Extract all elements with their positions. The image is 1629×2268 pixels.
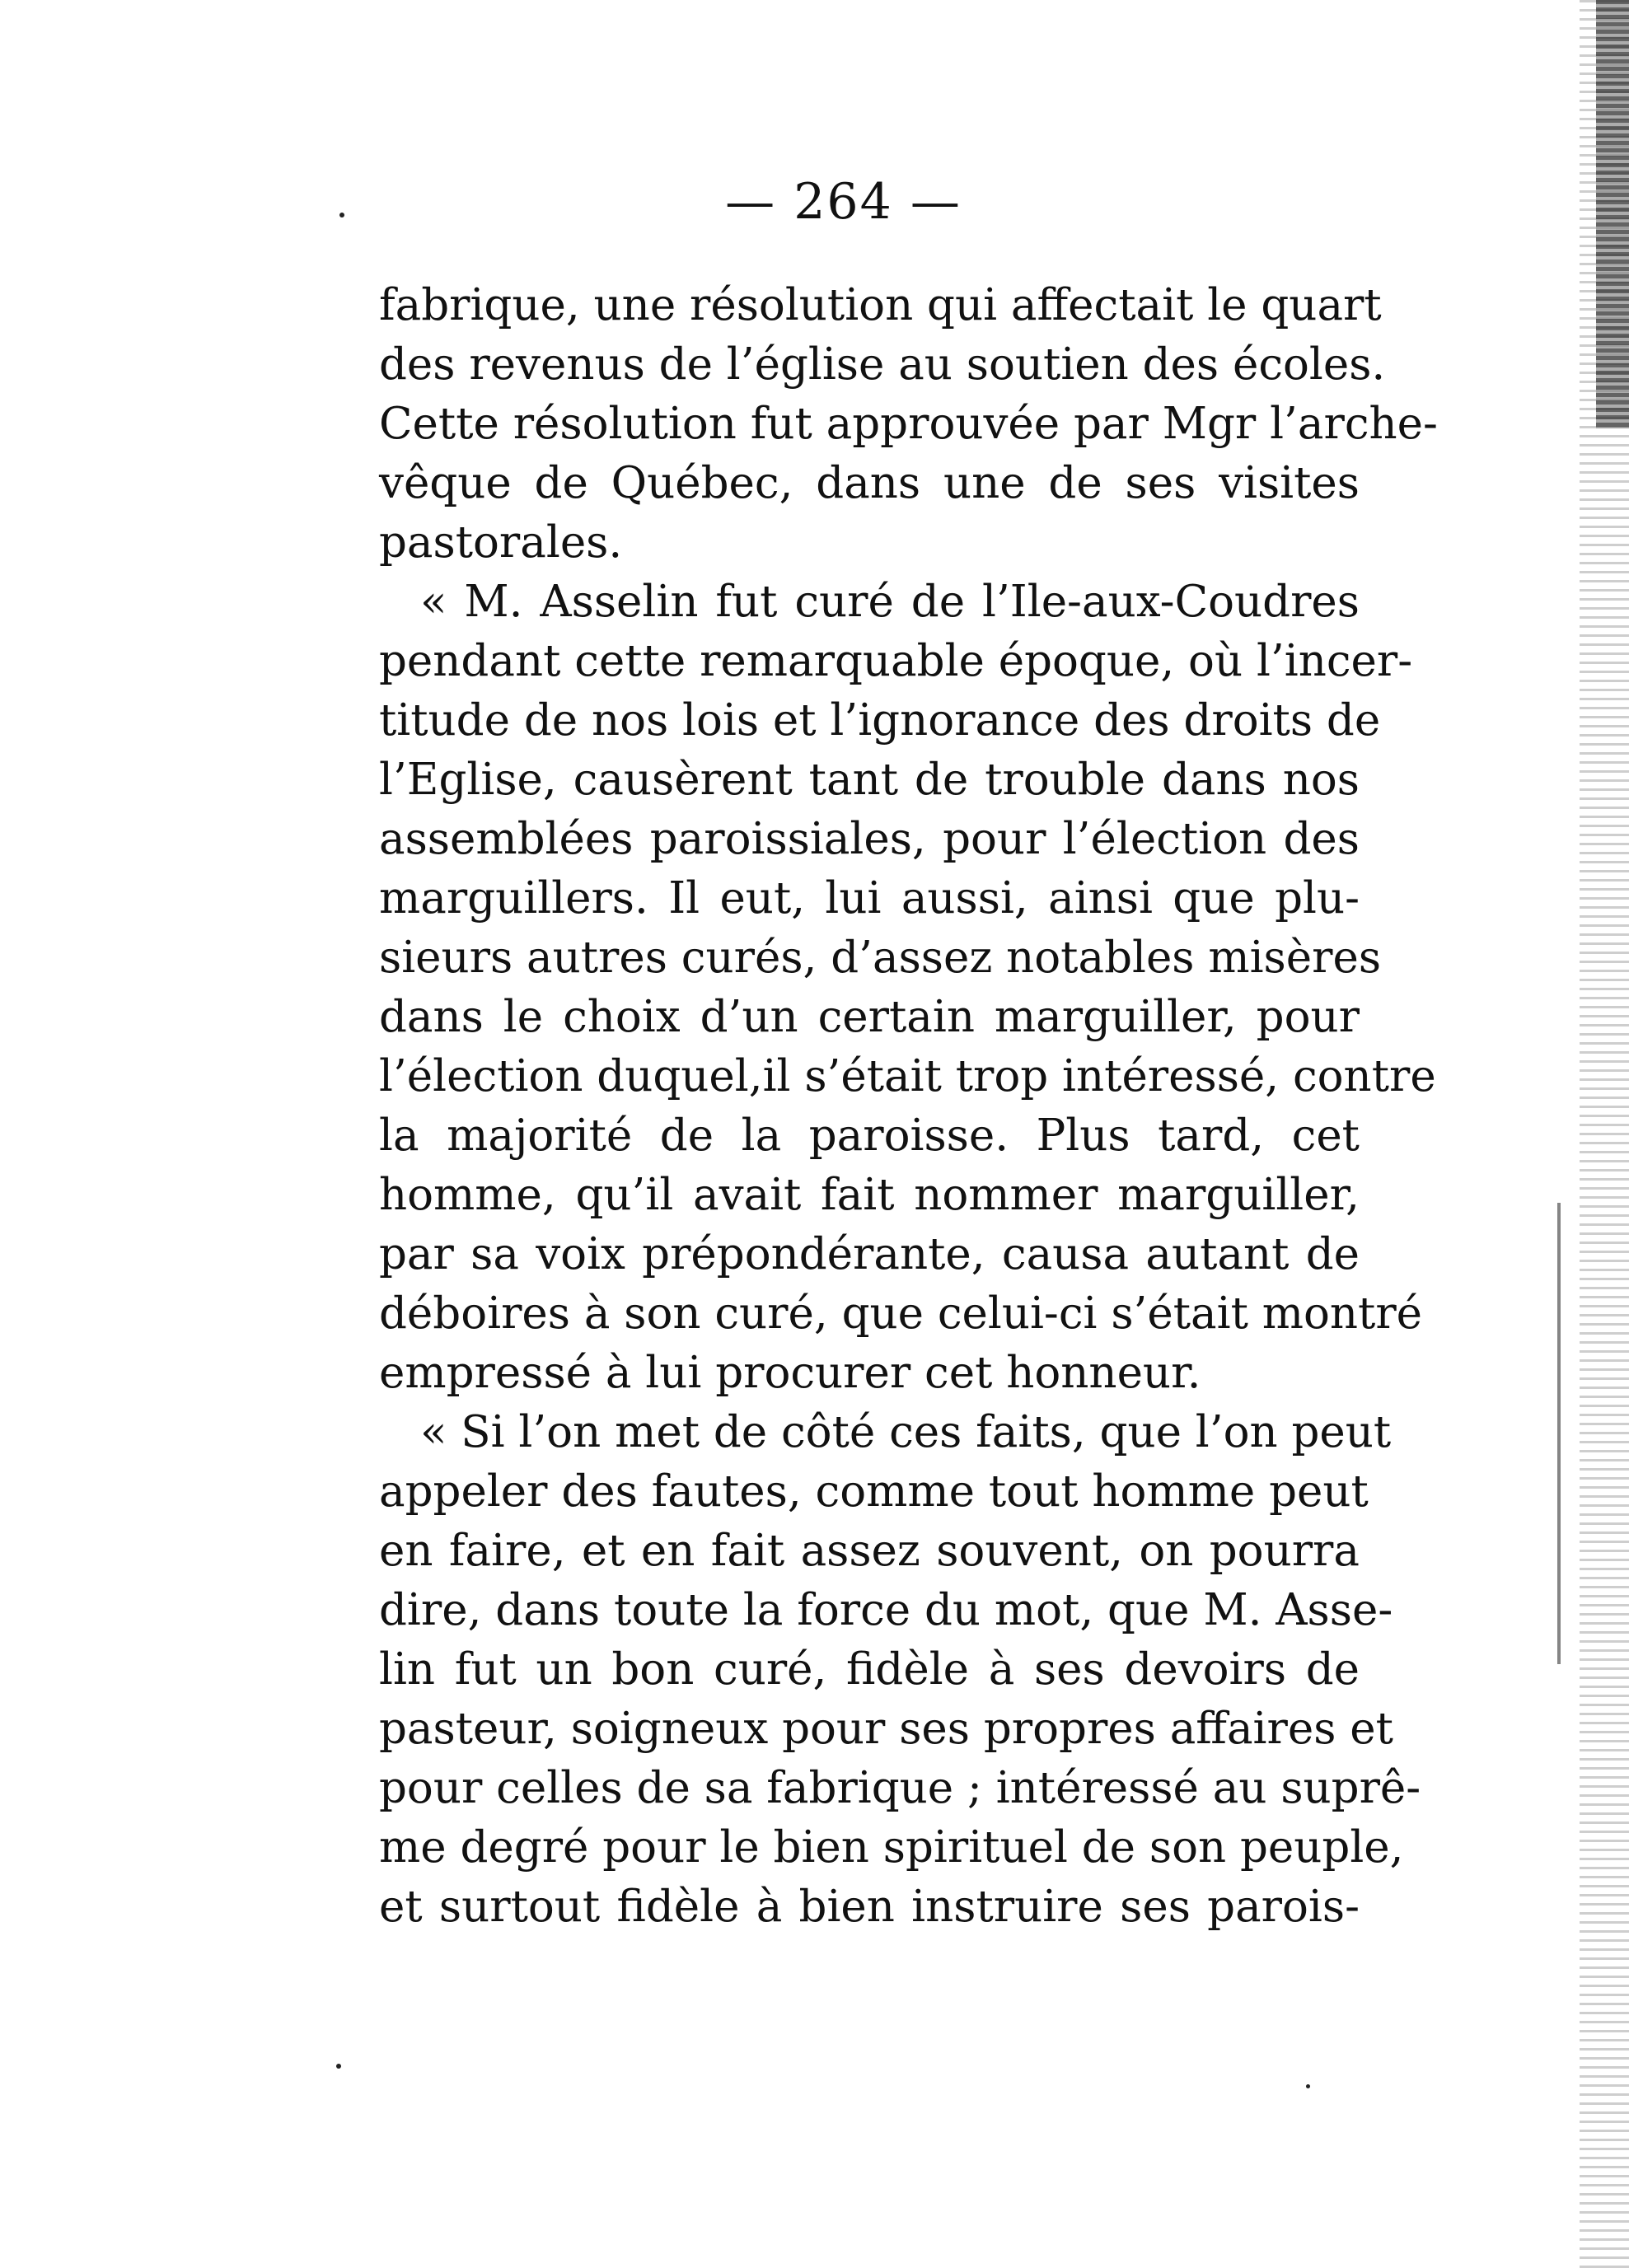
text-line: dans le choix d’un certain marguiller, pour xyxy=(379,992,1360,1042)
text-line: « Si l’on met de côté ces faits, que l’on peut xyxy=(420,1407,1392,1457)
text-line: sieurs autres curés, d’assez notables misères xyxy=(379,933,1382,983)
text-line: dire, dans toute la force du mot, que M. Asse- xyxy=(379,1585,1393,1635)
text-line: homme, qu’il avait fait nommer marguiller, xyxy=(379,1170,1360,1220)
text-line: pasteur, soigneux pour ses propres affaires et xyxy=(379,1704,1393,1754)
body-text xyxy=(379,276,1438,1937)
text-line: l’élection duquel,il s’était trop intéressé, contre xyxy=(379,1051,1436,1101)
text-line: titude de nos lois et l’ignorance des droits de xyxy=(379,695,1381,746)
text-line: pastorales. xyxy=(379,517,623,568)
text-line: lin fut un bon curé, fidèle à ses devoirs de xyxy=(379,1644,1360,1695)
text-line: pendant cette remarquable époque, où l’incer- xyxy=(379,636,1413,686)
scan-speck xyxy=(1306,2084,1310,2088)
scan-rule-artifact xyxy=(1557,1203,1561,1664)
text-line: en faire, et en fait assez souvent, on pourra xyxy=(379,1526,1360,1576)
text-line: l’Eglise, causèrent tant de trouble dans nos xyxy=(379,755,1360,805)
text-line: empressé à lui procurer cet honneur. xyxy=(379,1348,1201,1398)
text-line: appeler des fautes, comme tout homme peut xyxy=(379,1466,1369,1517)
text-line: pour celles de sa fabrique ; intéressé au suprê- xyxy=(379,1763,1421,1813)
text-line: Cette résolution fut approuvée par Mgr l’arche- xyxy=(379,399,1438,449)
text-line: assemblées paroissiales, pour l’élection des xyxy=(379,814,1360,864)
text-line: fabrique, une résolution qui affectait le quart xyxy=(379,280,1382,330)
scan-speck xyxy=(336,2064,341,2069)
text-line: « M. Asselin fut curé de l’Ile-aux-Coudres xyxy=(420,577,1360,627)
text-line: me degré pour le bien spirituel de son peuple, xyxy=(379,1822,1404,1873)
text-line: la majorité de la paroisse. Plus tard, cet xyxy=(379,1111,1360,1161)
text-line: par sa voix prépondérante, causa autant de xyxy=(379,1229,1360,1279)
text-line: déboires à son curé, que celui-ci s’était montré xyxy=(379,1288,1423,1339)
text-line: marguillers. Il eut, lui aussi, ainsi que plu- xyxy=(379,873,1360,924)
text-line: vêque de Québec, dans une de ses visites xyxy=(379,458,1360,508)
text-line: et surtout fidèle à bien instruire ses parois- xyxy=(379,1882,1360,1932)
text-line: des revenus de l’église au soutien des écoles. xyxy=(379,339,1386,390)
page-number: — 264 — xyxy=(725,173,962,231)
